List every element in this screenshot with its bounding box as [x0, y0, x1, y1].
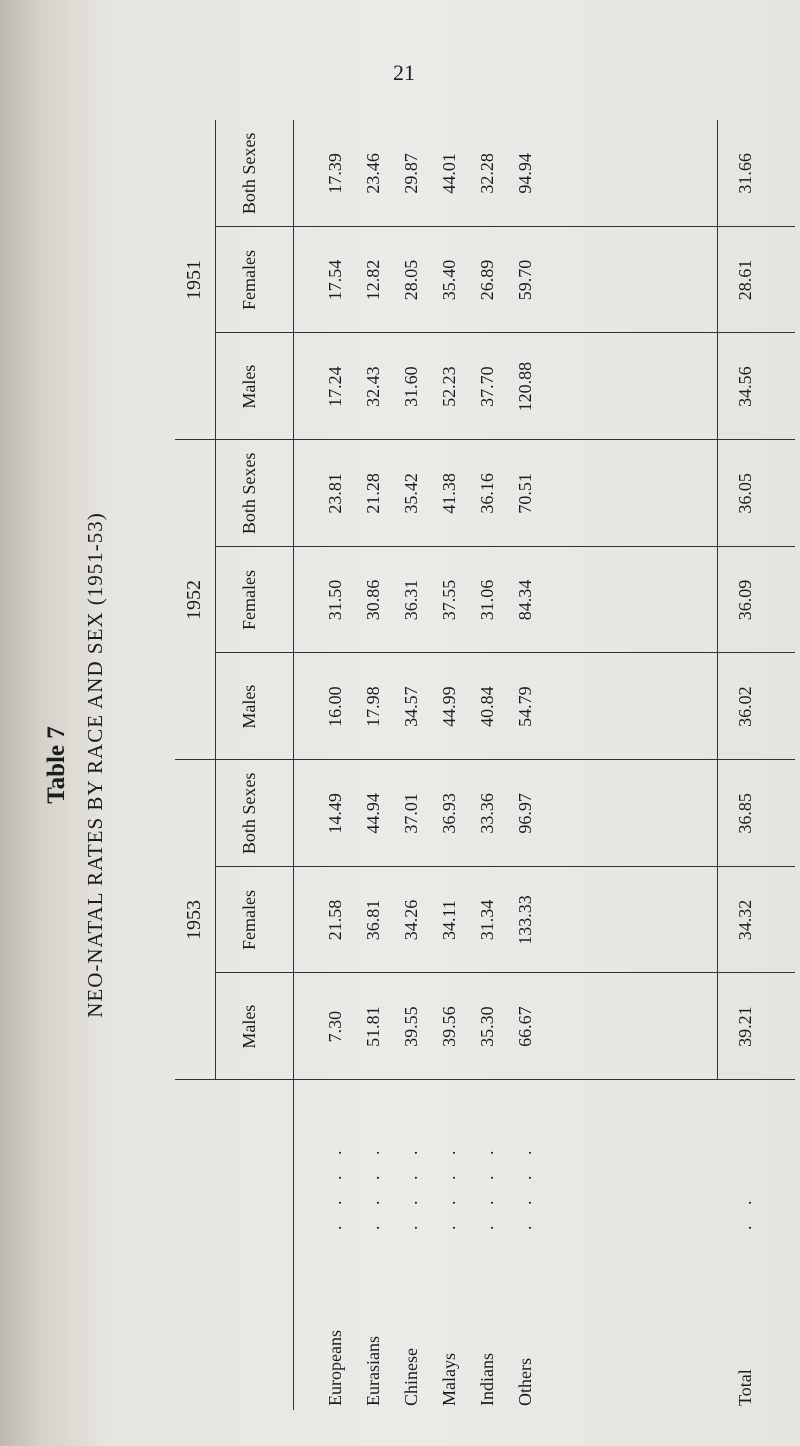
table-cell: 17.54 [325, 259, 345, 301]
table-cell: 37.01 [401, 793, 421, 834]
rotated-table-region [43, 120, 795, 1410]
table-row-label: Eurasians [363, 1336, 383, 1406]
sub-rule [215, 652, 795, 653]
sub-header-females: Females [239, 890, 259, 951]
table-cell: 29.87 [401, 153, 421, 194]
sub-rule [215, 546, 795, 547]
table-cell: 36.02 [735, 686, 755, 727]
table-cell: 35.40 [439, 259, 459, 301]
table-cell: 35.30 [477, 1006, 497, 1047]
table-cell: 94.94 [515, 153, 535, 194]
table-row-leader-dots: . . . . [401, 1142, 421, 1230]
table-cell: 70.51 [515, 473, 535, 514]
total-row-leader-dots: . . [735, 1192, 755, 1230]
sub-header-both-sexes: Both Sexes [239, 452, 259, 535]
table-cell: 28.05 [401, 259, 421, 301]
table-cell: 31.06 [477, 579, 497, 621]
table-cell: 31.50 [325, 579, 345, 621]
table-cell: 34.11 [439, 900, 459, 940]
year-label-1951: 1951 [183, 260, 205, 300]
table-cell: 34.57 [401, 686, 421, 727]
table-cell: 37.55 [439, 579, 459, 621]
table-cell: 36.93 [439, 793, 459, 834]
table-row-label: Malays [439, 1353, 459, 1406]
table-cell: 39.55 [401, 1006, 421, 1047]
table-cell: 31.66 [735, 153, 755, 194]
table-cell: 14.49 [325, 793, 345, 834]
table-cell: 32.43 [363, 366, 383, 407]
sub-header-females: Females [239, 250, 259, 311]
table-cell: 51.81 [363, 1006, 383, 1047]
table-row-leader-dots: . . . . [439, 1142, 459, 1230]
table-row-label: Europeans [325, 1330, 345, 1406]
table-cell: 34.32 [735, 899, 755, 941]
table-cell: 66.67 [515, 1006, 535, 1047]
table-cell: 36.09 [735, 579, 755, 621]
table-cell: 31.60 [401, 366, 421, 407]
table-cell: 23.81 [325, 473, 345, 514]
table-cell: 36.31 [401, 579, 421, 621]
table-cell: 21.58 [325, 899, 345, 941]
sub-header-males: Males [239, 684, 259, 729]
sub-rule [215, 332, 795, 333]
table-cell: 59.70 [515, 259, 535, 301]
table-cell: 26.89 [477, 259, 497, 301]
table-cell: 96.97 [515, 793, 535, 834]
sub-header-males: Males [239, 1004, 259, 1049]
table-row-leader-dots: . . . . [363, 1142, 383, 1230]
table-cell: 44.99 [439, 686, 459, 727]
sub-rule [215, 972, 795, 973]
table-cell: 17.24 [325, 366, 345, 407]
table-row-leader-dots: . . . . [477, 1142, 497, 1230]
table-cell: 32.28 [477, 153, 497, 194]
year-rule [215, 120, 216, 1080]
table-cell: 17.39 [325, 153, 345, 194]
sub-rule [215, 226, 795, 227]
table-label: Table 7 [43, 726, 70, 804]
sub-header-both-sexes: Both Sexes [239, 132, 259, 215]
sub-header-males: Males [239, 364, 259, 409]
table-cell: 23.46 [363, 153, 383, 194]
table-title: NEO-NATAL RATES BY RACE AND SEX (1951-53) [83, 512, 107, 1018]
header-rule [293, 120, 294, 1410]
year-label-1953: 1953 [183, 900, 205, 940]
table-cell: 17.98 [363, 686, 383, 727]
table-cell: 28.61 [735, 259, 755, 301]
table-cell: 36.16 [477, 473, 497, 514]
table-cell: 40.84 [477, 686, 497, 727]
table-row-leader-dots: . . . . [515, 1142, 535, 1230]
table-cell: 44.94 [363, 793, 383, 834]
table-cell: 37.70 [477, 366, 497, 407]
table-cell: 33.36 [477, 793, 497, 834]
neo-natal-rates-table [175, 120, 795, 1410]
table-cell: 120.88 [515, 361, 535, 412]
table-cell: 12.82 [363, 259, 383, 301]
table-row-label: Chinese [401, 1348, 421, 1406]
table-cell: 7.30 [325, 1010, 345, 1043]
sub-header-both-sexes: Both Sexes [239, 772, 259, 855]
table-cell: 36.81 [363, 899, 383, 941]
page-number: 21 [393, 60, 415, 85]
table-cell: 39.56 [439, 1006, 459, 1047]
table-cell: 84.34 [515, 579, 535, 621]
table-cell: 52.23 [439, 366, 459, 407]
table-cell: 39.21 [735, 1006, 755, 1047]
total-row-label: Total [735, 1369, 755, 1406]
table-cell: 34.26 [401, 899, 421, 941]
table-cell: 133.33 [515, 895, 535, 945]
table-cell: 30.86 [363, 579, 383, 621]
table-cell: 16.00 [325, 686, 345, 727]
table-cell: 44.01 [439, 153, 459, 194]
sub-rule [215, 866, 795, 867]
table-cell: 36.05 [735, 473, 755, 514]
table-cell: 31.34 [477, 899, 497, 941]
table-cell: 35.42 [401, 473, 421, 514]
table-row-leader-dots: . . . . [325, 1142, 345, 1230]
table-cell: 41.38 [439, 473, 459, 514]
total-rule [717, 120, 718, 1080]
table-row-label: Others [515, 1358, 535, 1406]
table-cell: 54.79 [515, 686, 535, 727]
table-cell: 34.56 [735, 366, 755, 407]
table-cell: 36.85 [735, 793, 755, 834]
sub-header-females: Females [239, 570, 259, 631]
table-row-label: Indians [477, 1353, 497, 1406]
table-cell: 21.28 [363, 473, 383, 514]
year-label-1952: 1952 [183, 580, 205, 620]
